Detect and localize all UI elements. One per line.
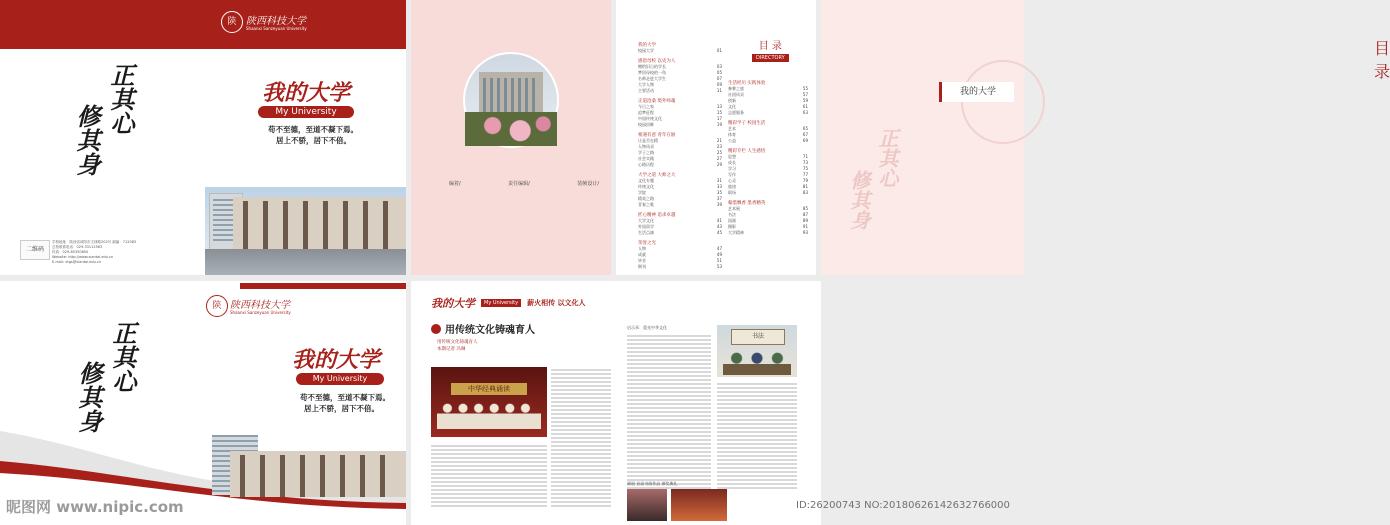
article-text-col-1b xyxy=(551,443,611,509)
toc-entry[interactable]: 追梦征程 15 xyxy=(638,110,722,115)
faint-logo-watermark xyxy=(961,60,1045,144)
article-text-col-2 xyxy=(627,333,711,491)
university-name-en: Shaanxi Sanzeyuan University xyxy=(246,26,307,31)
page-title-box xyxy=(939,82,1014,102)
cover-title-cn: 我的大学 xyxy=(292,347,381,373)
university-logo: 陕 xyxy=(221,11,243,33)
toc-right-column xyxy=(728,76,808,236)
toc-section xyxy=(638,58,722,94)
toc-entry[interactable]: 创新 59 xyxy=(728,98,808,103)
toc-entry[interactable]: 生活点滴 45 xyxy=(638,230,722,235)
toc-entry[interactable]: 主要活动 11 xyxy=(638,88,722,93)
toc-section-head: 精彩专栏 人生感悟 xyxy=(728,149,766,154)
toc-entry[interactable]: 人物风采 23 xyxy=(638,144,722,149)
toc-entry[interactable]: 校园大学 01 xyxy=(638,48,722,53)
inner-page-photo xyxy=(411,0,611,275)
toc-section-head: 感恩母校 以史为人 xyxy=(638,59,676,64)
address-line: Website: http://www.xiantai.edu.cn xyxy=(52,255,114,259)
toc-entry[interactable]: 书法 87 xyxy=(728,212,808,217)
qr-code-placeholder xyxy=(20,240,50,260)
toc-entry[interactable]: 文化专题 31 xyxy=(638,178,722,183)
watermark-id: ID:26200743 NO:20180626142632766000 xyxy=(796,500,1010,511)
toc-entry[interactable]: 心灵 79 xyxy=(728,178,808,183)
toc-entry[interactable]: 写作 77 xyxy=(728,172,808,177)
toc-entry[interactable]: 艺术展 85 xyxy=(728,206,808,211)
building-column xyxy=(280,455,285,497)
piano-event-photo xyxy=(627,489,667,521)
toc-entry[interactable]: 成就 49 xyxy=(638,252,722,257)
cover2-top-stripe xyxy=(240,283,406,289)
toc-entry[interactable]: 中国传统文化 17 xyxy=(638,116,722,121)
credits-row xyxy=(449,180,599,187)
qr-code-label: 二维码 xyxy=(25,246,44,253)
building-column xyxy=(363,201,368,249)
building-column xyxy=(360,455,365,497)
toc-entry[interactable]: 社团风采 57 xyxy=(728,92,808,97)
university-name-cn: 陕西科技大学 xyxy=(246,16,306,27)
toc-entry[interactable]: 国画 89 xyxy=(728,218,808,223)
toc-section-head: 相遇有意 青年在励 xyxy=(638,133,676,138)
toc-section-head: 我的大学 xyxy=(638,43,656,48)
article-spread xyxy=(411,281,821,525)
credit-editor: 编着/ xyxy=(449,181,461,187)
toc-entry[interactable]: 精英之路 37 xyxy=(638,196,722,201)
toc-heading xyxy=(752,37,789,62)
main-building xyxy=(233,197,406,249)
toc-entry[interactable]: 成长 73 xyxy=(728,160,808,165)
article-logo-icon xyxy=(431,324,441,334)
building-column xyxy=(260,455,265,497)
faint-calligraphy-1: 正其心 xyxy=(875,128,899,188)
toc-section-head: 荣誉之光 xyxy=(638,241,656,246)
toc-entry[interactable]: 毕业 51 xyxy=(638,258,722,263)
toc-entry[interactable]: 大学人物 09 xyxy=(638,82,722,87)
cover-title-cn: 我的大学 xyxy=(262,80,351,106)
credit-designer: 装帧设计/ xyxy=(577,181,599,187)
campus-building-photo xyxy=(205,187,406,275)
photo-caption: 画展 首届书画作品 颁奖典礼 xyxy=(627,481,678,486)
address-line: 总校联系电话：029-33112563 xyxy=(52,245,103,249)
toc-section xyxy=(728,80,808,116)
photo-blossoms xyxy=(465,112,557,146)
cover-motto-1: 苟不至德，至道不凝下焉。 xyxy=(300,393,390,402)
toc-entry[interactable]: 赠给旧日的学长 03 xyxy=(638,64,722,69)
building-column xyxy=(283,201,288,249)
toc-entry[interactable]: 传统文化 33 xyxy=(638,184,722,189)
toc-entry[interactable]: 今日之家 13 xyxy=(638,104,722,109)
toc-entry[interactable]: 职场 83 xyxy=(728,190,808,195)
main-building xyxy=(230,451,406,497)
campus-building-photo xyxy=(212,435,406,505)
toc-entry[interactable]: 旅途 81 xyxy=(728,184,808,189)
calligraphy-line-2: 修其身 xyxy=(72,104,101,176)
stage-banner: 中华经典诵读 xyxy=(451,383,527,395)
cover-front-bottom xyxy=(0,281,406,525)
toc-entry[interactable]: 学习 75 xyxy=(728,166,808,171)
article-title: 用传统文化铸魂育人 xyxy=(445,325,535,336)
building-column xyxy=(340,455,345,497)
building-column xyxy=(300,455,305,497)
toc-section xyxy=(728,148,808,196)
credit-responsible-editor: 责任编辑/ xyxy=(508,181,530,187)
calligraphy-event-photo xyxy=(717,325,797,377)
university-name-en: Shaanxi Sanzeyuan University xyxy=(230,310,291,315)
toc-section xyxy=(638,240,722,270)
building-column xyxy=(320,455,325,497)
calligraphy-line-1: 正其心 xyxy=(108,321,137,393)
toc-entry[interactable]: 文化 61 xyxy=(728,104,808,109)
toc-entry[interactable]: 艺术 65 xyxy=(728,126,808,131)
calligraphy-scroll: 书法 xyxy=(731,329,785,345)
building-column xyxy=(243,201,248,249)
building-column xyxy=(263,201,268,249)
building-column xyxy=(380,455,385,497)
cover-header-bar xyxy=(0,0,406,49)
article-subtitle-1: 用传统文化铸魂育人 xyxy=(437,340,478,345)
building-column xyxy=(303,201,308,249)
watermark-site: 昵图网 www.nipic.com xyxy=(6,498,184,516)
toc-section xyxy=(638,172,722,208)
toc-entry[interactable]: 公益 69 xyxy=(728,138,808,143)
toc-section-head: 生活经历 实践体验 xyxy=(728,81,766,86)
toc-section xyxy=(728,200,808,236)
header-brand: 我的大学 xyxy=(431,297,475,310)
header-badge: My University xyxy=(481,299,521,307)
toc-section xyxy=(728,120,808,144)
article-header xyxy=(431,295,586,311)
toc-entry[interactable]: 期刊 53 xyxy=(638,264,722,269)
exhibition-photo xyxy=(671,489,727,521)
article-subtitle-2: 本期记者 冯琳 xyxy=(437,347,466,352)
calligraphy-line-1: 正其心 xyxy=(106,63,135,135)
cover-title-en-badge: My University xyxy=(258,106,354,118)
toc-section-head: 匠心精神 追求卓越 xyxy=(638,213,676,218)
toc-entry[interactable]: 梦回母校的一角 05 xyxy=(638,70,722,75)
faint-calligraphy-2: 修其身 xyxy=(847,170,871,230)
contact-info xyxy=(52,240,172,265)
toc-section-head: 正道沧桑 境外师魂 xyxy=(638,99,676,104)
toc-entry[interactable]: 外国留学 43 xyxy=(638,224,722,229)
address-line: E-mail: xtgs@xiantai.edu.cn xyxy=(52,260,102,264)
cover-title-en-badge: My University xyxy=(296,373,384,385)
article-title-row xyxy=(431,321,535,336)
toc-left-column xyxy=(638,38,722,270)
building-column xyxy=(383,201,388,249)
university-name-cn: 陕西科技大学 xyxy=(230,300,290,311)
article-text-col-3 xyxy=(717,381,797,491)
calligraphy-line-2: 修其身 xyxy=(74,361,103,433)
toc-section xyxy=(638,98,722,128)
building-column xyxy=(323,201,328,249)
performers xyxy=(437,403,541,429)
toc-entry[interactable]: 名师走进大学生 07 xyxy=(638,76,722,81)
toc-entry[interactable]: 志愿服务 63 xyxy=(728,110,808,115)
inner-page-title xyxy=(821,0,1024,275)
toc-entry[interactable]: 让是否在精 21 xyxy=(638,138,722,143)
cover-motto-2: 居上不骄，居下不倍。 xyxy=(304,404,379,413)
toc-entry[interactable]: 人物 47 xyxy=(638,246,722,251)
toc-entry[interactable]: 大学精神 93 xyxy=(728,230,808,235)
toc-entry[interactable]: 学院 35 xyxy=(638,190,722,195)
article-text-col-0 xyxy=(431,443,547,509)
building-column xyxy=(343,201,348,249)
people-at-table xyxy=(723,351,791,375)
address-line: 学校地址：陕西省咸阳市文林路202号 邮编：712083 xyxy=(52,240,137,244)
header-tag: 薪火相传 以文化人 xyxy=(527,299,586,307)
address-line: 传真：029-85350850 xyxy=(52,250,89,254)
university-logo: 陕 xyxy=(206,295,228,317)
toc-entry[interactable]: 体育 67 xyxy=(728,132,808,137)
cover-motto-2: 居上不骄，居下不倍。 xyxy=(276,136,351,145)
toc-entry[interactable]: 社会实践 27 xyxy=(638,156,722,161)
plaza-ground xyxy=(205,249,406,275)
toc-section-head: 翰墨飘香 墨香精英 xyxy=(728,201,766,206)
toc-entry[interactable]: 学子之路 25 xyxy=(638,150,722,155)
toc-section xyxy=(638,42,722,54)
toc-entry[interactable]: 心路历程 29 xyxy=(638,162,722,167)
toc-entry[interactable]: 青春之歌 39 xyxy=(638,202,722,207)
toc-section-head: 精彩学子 校园生活 xyxy=(728,121,766,126)
toc-entry[interactable]: 摄影 91 xyxy=(728,224,808,229)
circular-campus-photo xyxy=(463,52,559,148)
cover-motto-1: 苟不至德，至道不凝下焉。 xyxy=(268,125,358,134)
toc-section xyxy=(638,132,722,168)
building-column xyxy=(240,455,245,497)
toc-entry[interactable]: 大学文化 41 xyxy=(638,218,722,223)
toc-section xyxy=(638,212,722,236)
page-title: 我的大学 xyxy=(959,87,996,97)
toc-section-head: 大学之道 大师之大 xyxy=(638,173,676,178)
toc-title-cn: 目 录 xyxy=(758,41,782,52)
toc-entry[interactable]: 思想 71 xyxy=(728,154,808,159)
toc-title-en-badge: DIRECTORY xyxy=(752,54,789,62)
cover-front-top xyxy=(0,0,406,275)
toc-entry[interactable]: 参赛之旅 55 xyxy=(728,86,808,91)
stage-performance-photo xyxy=(431,367,547,437)
toc-title-cn: 目 录 xyxy=(1374,39,1390,81)
right-column-header: 启示录：重光中华文化 xyxy=(627,325,667,330)
toc-entry[interactable]: 校园回眸 19 xyxy=(638,122,722,127)
